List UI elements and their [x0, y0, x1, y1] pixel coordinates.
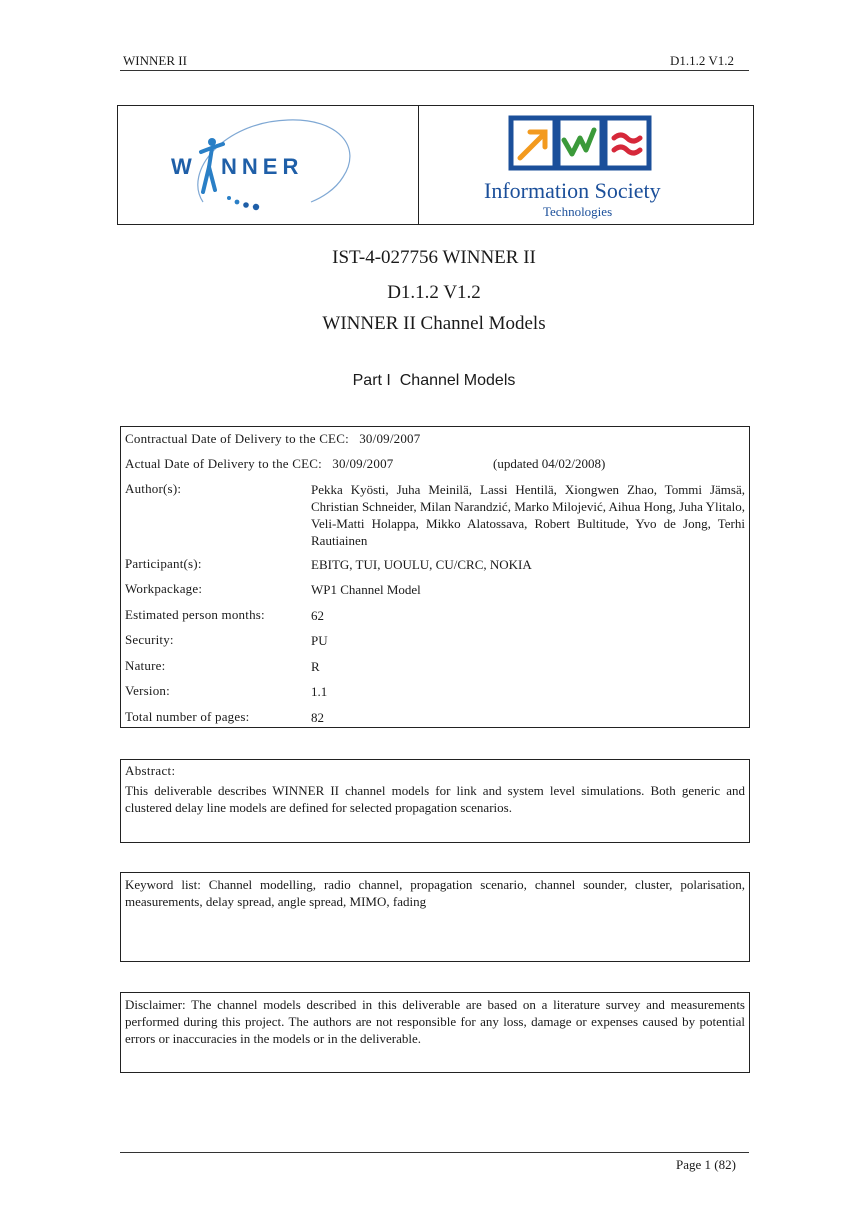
part-title: Part I Channel Models — [352, 372, 516, 389]
info-label: Participant(s): — [125, 556, 202, 571]
ist-logo-line2: Technologies — [543, 204, 613, 219]
abstract-box — [120, 759, 750, 843]
page-number: Page 1 (82) — [676, 1157, 736, 1172]
disclaimer-text: Disclaimer: The channel models described in this deliverable are based on a literature survey and measurements performed during this project. The authors are not responsible for any loss, damage or expenses caused by potential errors or inaccuracies in the models or in the deliverable. — [125, 997, 745, 1046]
logo-box — [117, 105, 754, 225]
header-right: D1.1.2 V1.2 — [670, 53, 735, 68]
info-label: Version: — [125, 683, 170, 698]
info-value: 1.1 — [311, 684, 328, 699]
header-rule — [120, 70, 749, 71]
keywords-box — [120, 872, 750, 962]
info-value: EBITG, TUI, UOULU, CU/CRC, NOKIA — [311, 557, 532, 572]
info-label: Estimated person months: — [125, 607, 265, 622]
svg-text:NNER: NNER — [221, 154, 304, 179]
doc-id-title: IST-4-027756 WINNER II — [332, 247, 536, 268]
winner-logo — [163, 112, 373, 218]
ist-logo-line1: Information Society — [484, 178, 661, 203]
logo-divider — [418, 106, 419, 224]
info-value: WP1 Channel Model — [311, 582, 421, 597]
keywords-text: Keyword list: Channel modelling, radio channel, propagation scenario, channel sounder, cluster, polarisation, measurements, delay spread, angle spread, MIMO, fading — [125, 877, 745, 909]
contractual-date: Contractual Date of Delivery to the CEC: 30/09/2007 — [125, 431, 421, 446]
actual-date: Actual Date of Delivery to the CEC: 30/09/2007 — [125, 456, 394, 471]
info-box — [120, 426, 750, 728]
footer-rule — [120, 1152, 749, 1153]
doc-main-title: WINNER II Channel Models — [322, 313, 546, 334]
svg-text:W: W — [171, 154, 195, 179]
info-label: Nature: — [125, 658, 166, 673]
actual-date-updated: (updated 04/02/2008) — [493, 456, 606, 471]
info-label: Author(s): — [125, 481, 182, 496]
info-label: Security: — [125, 632, 174, 647]
info-label: Workpackage: — [125, 581, 203, 596]
disclaimer-box — [120, 992, 750, 1073]
info-label: Total number of pages: — [125, 709, 250, 724]
ist-logo — [478, 112, 693, 220]
info-value: R — [311, 659, 320, 674]
abstract-text: This deliverable describes WINNER II channel models for link and system level simulations. Both generic and clustered delay line models are defined for selected propagation scenarios. — [125, 783, 745, 815]
info-value: PU — [311, 633, 328, 648]
header-left: WINNER II — [123, 53, 187, 68]
info-value: Pekka Kyösti, Juha Meinilä, Lassi Hentilä, Xiongwen Zhao, Tommi Jämsä, Christian Schneider, Milan Narandzić, Marko Milojević, Aihua Hong, Juha Ylitalo, Veli-Matti Holappa, Mikko Alatossava, Robert Bultitude, Yvo de Jong, Terhi Rautiainen — [311, 482, 745, 548]
abstract-label: Abstract: — [125, 763, 176, 778]
info-value: 82 — [311, 710, 324, 725]
info-value: 62 — [311, 608, 324, 623]
doc-version-title: D1.1.2 V1.2 — [387, 282, 481, 303]
